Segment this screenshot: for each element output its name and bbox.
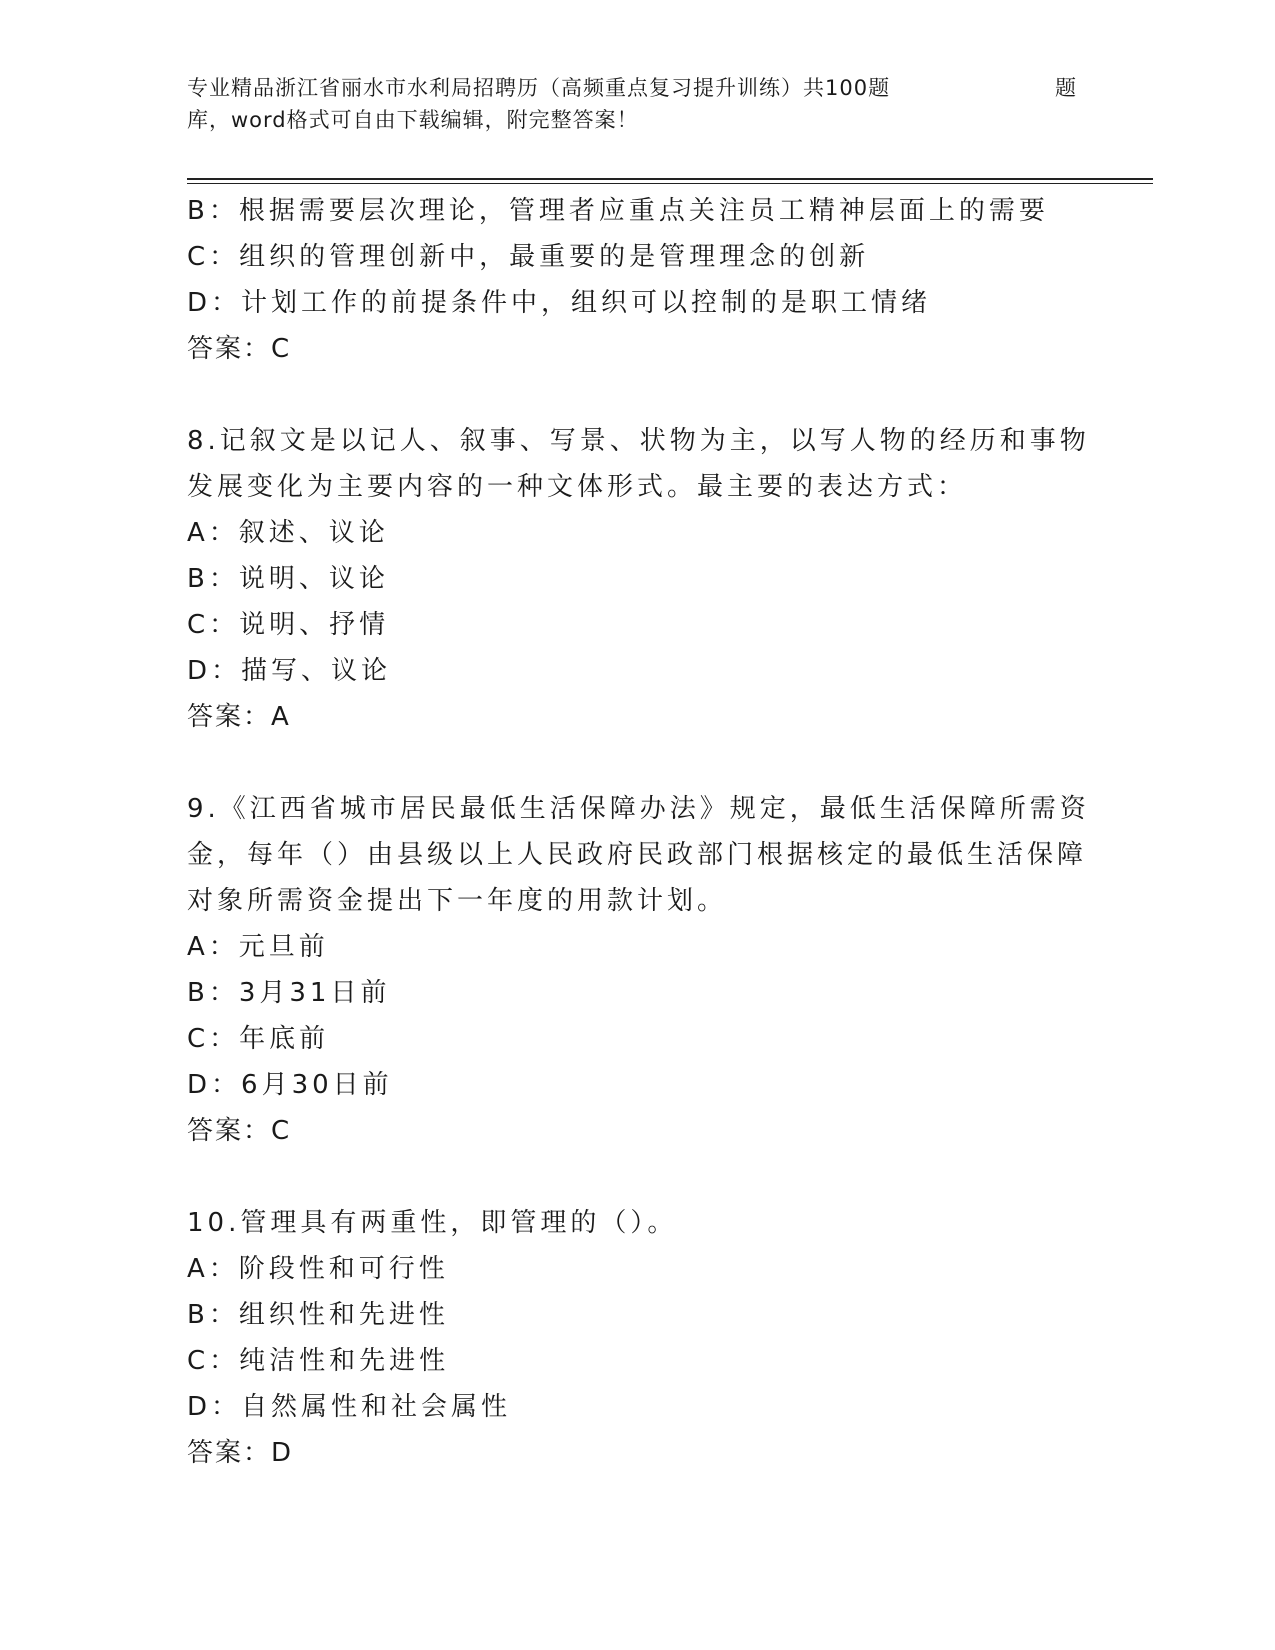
question-8-option-d: D：描写、议论 <box>187 656 392 686</box>
answer-8: 答案：A <box>187 702 291 732</box>
question-8-option-b: B：说明、议论 <box>187 564 389 594</box>
answer-10: 答案：D <box>187 1438 294 1468</box>
document-header <box>187 72 1087 136</box>
question-9-option-b: B：3月31日前 <box>187 978 391 1008</box>
option-b: B：根据需要层次理论，管理者应重点关注员工精神层面上的需要 <box>187 196 1049 226</box>
answer-9: 答案：C <box>187 1116 292 1146</box>
header-line-1 <box>187 72 1087 104</box>
question-10-stem-1: 10.管理具有两重性，即管理的（）。 <box>187 1208 678 1238</box>
question-8-stem-2: 发展变化为主要内容的一种文体形式。最主要的表达方式： <box>187 472 968 502</box>
question-9-option-a: A：元旦前 <box>187 932 329 962</box>
header-title-tail: 题 <box>1055 76 1077 100</box>
question-10-option-d: D：自然属性和社会属性 <box>187 1392 512 1422</box>
question-8-option-c: C：说明、抒情 <box>187 610 390 640</box>
question-8-stem-1: 8.记叙文是以记人、叙事、写景、状物为主，以写人物的经历和事物 <box>187 426 1090 456</box>
question-10-option-a: A：阶段性和可行性 <box>187 1254 449 1284</box>
question-8-option-a: A：叙述、议论 <box>187 518 389 548</box>
question-10-option-b: B：组织性和先进性 <box>187 1300 449 1330</box>
question-9-stem-1: 9.《江西省城市居民最低生活保障办法》规定，最低生活保障所需资 <box>187 794 1090 824</box>
question-list <box>187 188 1090 1476</box>
question-9-option-c: C：年底前 <box>187 1024 330 1054</box>
option-c: C：组织的管理创新中，最重要的是管理理念的创新 <box>187 242 870 272</box>
header-line-2: 库，word格式可自由下载编辑，附完整答案！ <box>187 108 639 132</box>
spacer <box>187 1154 1087 1200</box>
question-10-option-c: C：纯洁性和先进性 <box>187 1346 450 1376</box>
header-divider-thin <box>187 183 1153 184</box>
question-9-option-d: D：6月30日前 <box>187 1070 393 1100</box>
question-9-stem-2: 金，每年（）由县级以上人民政府民政部门根据核定的最低生活保障 <box>187 840 1088 870</box>
spacer <box>187 372 1087 418</box>
spacer <box>187 740 1087 786</box>
answer-7: 答案：C <box>187 334 292 364</box>
header-title: 专业精品浙江省丽水市水利局招聘历（高频重点复习提升训练）共100题 <box>187 76 891 100</box>
option-d: D：计划工作的前提条件中，组织可以控制的是职工情绪 <box>187 288 932 318</box>
question-9-stem-3: 对象所需资金提出下一年度的用款计划。 <box>187 886 728 916</box>
header-divider-thick <box>187 178 1153 180</box>
